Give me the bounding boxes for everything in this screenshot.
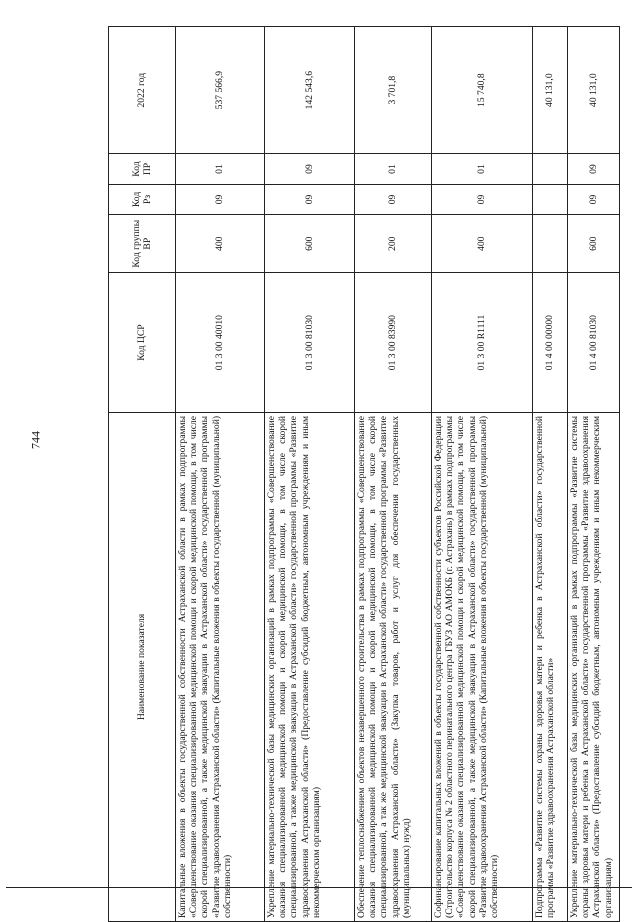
table-header-row: [109, 27, 176, 922]
row-vr: 600: [568, 215, 620, 273]
table-row: [176, 27, 265, 922]
row-rz: 09: [176, 184, 265, 214]
table-row: [568, 27, 620, 922]
row-csr: 01 3 00 R1111: [432, 273, 533, 413]
row-name: Укрепление материально-технической базы медицинских организаций в рамках подпрограммы «Развитие системы охраны здоровья матери и ребенка в Астраханской области» государственной программы «Развитие здравоохранения Астраханской области» (Предоставление субсидий бюджетным, автономным учреждениям и иным некоммерческим организациям): [568, 412, 620, 921]
row-pr: 09: [265, 154, 355, 184]
row-csr: 01 3 00 83990: [355, 273, 432, 413]
header-year: 2022 год: [109, 27, 176, 154]
row-csr: 01 3 00 81030: [265, 273, 355, 413]
table-row: [432, 27, 533, 922]
row-rz: 09: [568, 184, 620, 214]
header-name: Наименование показателя: [109, 412, 176, 921]
header-pr: Код ПР: [109, 154, 176, 184]
row-rz: 09: [432, 184, 533, 214]
header-rz: Код Рз: [109, 184, 176, 214]
table-row: [265, 27, 355, 922]
budget-table-frame: [108, 26, 614, 922]
bottom-rule: [6, 887, 632, 888]
row-vr: 400: [432, 215, 533, 273]
row-rz: [533, 184, 568, 214]
page-number: 744: [28, 431, 43, 449]
row-name: Обеспечение теплоснабжением объектов незавершенного строительства в рамках подпрограммы «Совершенствование оказания специализированной медицинской помощи и скорой медицинской помощи, в том числе скорой специализированной, а так же медицинской эвакуации в Астраханской области» государственной программы «Развитие здравоохранения Астраханской области» (Закупка товаров, работ и услуг для обеспечения государственных (муниципальных) нужд): [355, 412, 432, 921]
row-name: Укрепление материально-технической базы медицинских организаций в рамках подпрограммы «Совершенствование оказания специализированной медицинской помощи и скорой медицинской помощи, в том числе скорой специализированной, а также медицинской эвакуации в Астраханской области» государственной программы «Развитие здравоохранения Астраханской области» (Предоставление субсидий бюджетным, автономным учреждениям и иным некоммерческим организациям): [265, 412, 355, 921]
row-vr: [533, 215, 568, 273]
row-pr: 01: [432, 154, 533, 184]
row-pr: 09: [568, 154, 620, 184]
row-vr: 600: [265, 215, 355, 273]
row-rz: 09: [265, 184, 355, 214]
row-value: 40 131,0: [568, 27, 620, 154]
row-csr: 01 4 00 00000: [533, 273, 568, 413]
table-row: [355, 27, 432, 922]
row-value: 142 543,6: [265, 27, 355, 154]
row-value: 15 740,8: [432, 27, 533, 154]
row-vr: 200: [355, 215, 432, 273]
row-pr: [533, 154, 568, 184]
row-name: Подпрограмма «Развитие системы охраны здоровья матери и ребенка в Астраханской области» государственной программы «Развитие здравоохранения Астраханской области»: [533, 412, 568, 921]
row-pr: 01: [176, 154, 265, 184]
row-value: 40 131,0: [533, 27, 568, 154]
row-csr: 01 4 00 81030: [568, 273, 620, 413]
header-csr: Код ЦСР: [109, 273, 176, 413]
row-vr: 400: [176, 215, 265, 273]
row-value: 537 566,9: [176, 27, 265, 154]
header-vr: Код группы ВР: [109, 215, 176, 273]
row-csr: 01 3 00 40010: [176, 273, 265, 413]
row-name: Капитальные вложения в объекты государственной собственности Астраханской области в рамках подпрограммы «Совершенствование оказания специализированной медицинской помощи и скорой медицинской помощи, в том числе скорой специализированной, а также медицинской эвакуации в Астраханской области» государственной программы «Развитие здравоохранения Астраханской области» (Капитальные вложения в объекты государственной (муниципальной) собственности): [176, 412, 265, 921]
budget-table: [108, 26, 620, 922]
row-value: 3 701,8: [355, 27, 432, 154]
row-rz: 09: [355, 184, 432, 214]
row-name: Софинансирование капитальных вложений в объекты государственной собственности субъектов Российской Федерации (Строительство корпуса № 2 областного перинатального центра ГБУЗ АО АМОКБ (г. Астрахань) в рамках подпрограммы «Совершенствование оказания специализированной медицинской помощи и скорой медицинской помощи, в том числе скорой специализированной, а также медицинской эвакуации в Астраханской области» государственной программы «Развитие здравоохранения Астраханской области» (Капитальные вложения в объекты государственной (муниципальной) собственности): [432, 412, 533, 921]
row-pr: 01: [355, 154, 432, 184]
table-row: [533, 27, 568, 922]
